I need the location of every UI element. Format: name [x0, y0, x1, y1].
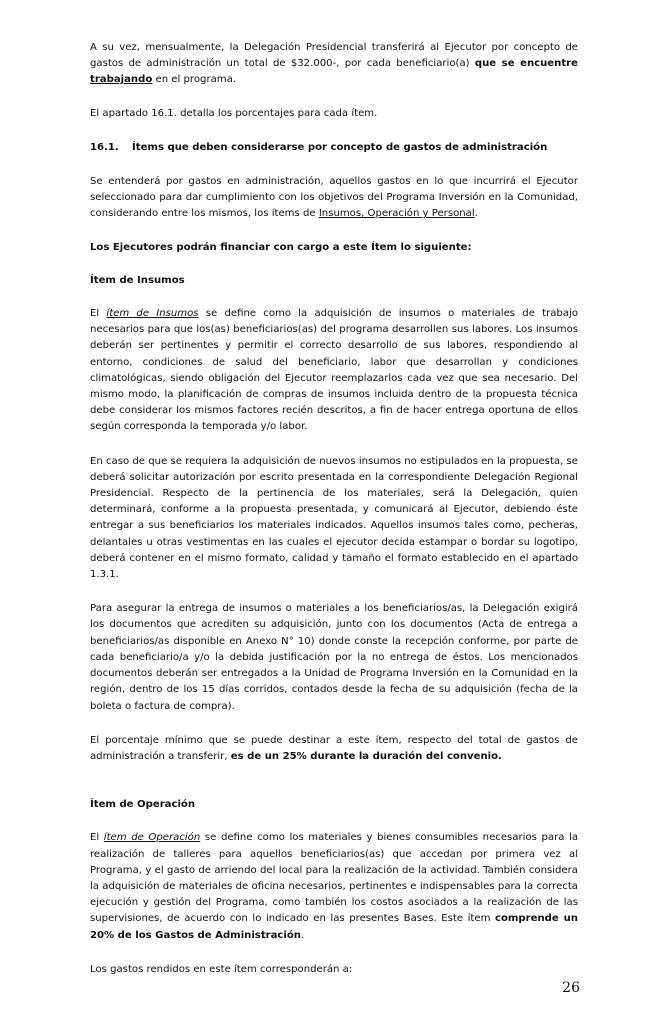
paragraph-insumos-delivery: Para asegurar la entrega de insumos o materiales a los beneficiarios/as, la Delegación exigirá los documentos que acrediten su adquisición, junto con los documentos (Acta de entrega a beneficiarios/as disponible en Anexo N° 10) donde conste la recepción conforme, por parte de cada beneficiario/a y/o la debida justificación por la no entrega de éstos. Los mencionados documentos deberán ser entregados a la Unidad de Programa Inversión en la Comunidad en la región, dentro de los 15 días corridos, contados desde la fecha de su adquisición (fecha de la boleta o factura de compra). [90, 603, 578, 712]
paragraph-operacion-gastos: Los gastos rendidos en este ítem corresponderán a: [90, 963, 353, 975]
section-heading [90, 140, 578, 156]
paragraph-apartado: El apartado 16.1. detalla los porcentajes para cada ítem. [90, 107, 378, 119]
section-title: Ítems que deben considerarse por concepto de gastos de administración [132, 141, 548, 153]
section-number: 16.1. [90, 141, 119, 153]
term-insumos: ítem de Insumos [106, 308, 199, 320]
heading-operacion: Ítem de Operación [90, 799, 196, 811]
term-operacion: ítem de Operación [103, 832, 201, 844]
heading-insumos: Ítem de Insumos [90, 274, 185, 286]
paragraph-insumos-authorization: En caso de que se requiera la adquisición de nuevos insumos no estipulados en la propuesta, se deberá solicitar autorización por escrito presentada en la correspondiente Delegación Regional Presidencial. Respecto de la pertinencia de los materiales, será la Delegación, quien determinará, conforme a la propuesta presentada, y comunicará al Ejecutor, debiendo éste entregar a sus beneficiarios los materiales indicados. Aquellos insumos tales como, pecheras, delantales u otras vestimentas en las cuales el ejecutor decida estampar o bordar su logotipo, deberá contener en el mismo formato, calidad y tamaño el formato establecido en el apartado 1.3.1. [90, 455, 578, 581]
paragraph-definition: Se entenderá por gastos en administración, aquellos gastos en lo que incurrirá el Ejecutor seleccionado para dar cumplimiento con los objetivos del Programa Inversión en la Comunidad, considerando entre los mismos, los ítems de Insumos, Operación y Personal. [90, 176, 578, 220]
underlined-items: Insumos, Operación y Personal [318, 208, 475, 220]
paragraph-operacion-definition: El ítem de Operación se define como los materiales y bienes consumibles necesarios para la realización de talleres para aquellos beneficiarios(as) que accedan por primera vez al Programa, y el gasto de arriendo del local para la realización de la actividad. También considera la adquisición de materiales de oficina necesarios, pertinentes e indispensables para la correcta ejecución y gestión del Programa, como también los costos asociados a la realización de las supervisiones, de acuerdo con lo indicado en las presentes Bases. Este ítem comprende un 20% de los Gastos de Administración. [90, 832, 579, 941]
paragraph-insumos-percentage: El porcentaje mínimo que se puede destinar a este ítem, respecto del total de gastos de administración a transferir, es de un 25% durante la duración del convenio. [90, 734, 578, 762]
paragraph-insumos-definition: El ítem de Insumos se define como la adquisición de insumos o materiales de trabajo necesarios para que los(as) beneficiarios(as) del programa desarrollen sus labores. Los insumos deberán ser pertinentes y permitir el correcto desarrollo de sus labores, respondiendo al entorno, condiciones de salud del beneficiario, labor que desarrollan y condiciones climatológicas, siendo obligación del Ejecutor reemplazarlos cada vez que sea necesario. Del mismo modo, la planificación de compras de insumos incluida dentro de la propuesta técnica debe considerar los mismos factores recién descritos, a fin de hacer entrega oportuna de ellos según corresponda la temporada y/o labor. [90, 308, 578, 433]
bold-statement: Los Ejecutores podrán financiar con cargo a este Ítem lo siguiente: [90, 241, 472, 253]
bold-percentage: es de un 25% durante la duración del convenio. [230, 750, 502, 762]
bold-text: que se encuentre [474, 58, 578, 70]
bold-underlined-text: trabajando [90, 74, 153, 86]
page-number: 26 [562, 980, 580, 996]
document-body [90, 40, 578, 978]
paragraph-transfer: A su vez, mensualmente, la Delegación Presidencial transferirá al Ejecutor por concepto de gastos de administración un total de $32.000-, por cada beneficiario(a) que se encuentre trabajando en el programa. [90, 42, 578, 86]
bold-percentage-operacion: comprende un 20% de los Gastos de Administración [90, 913, 578, 941]
